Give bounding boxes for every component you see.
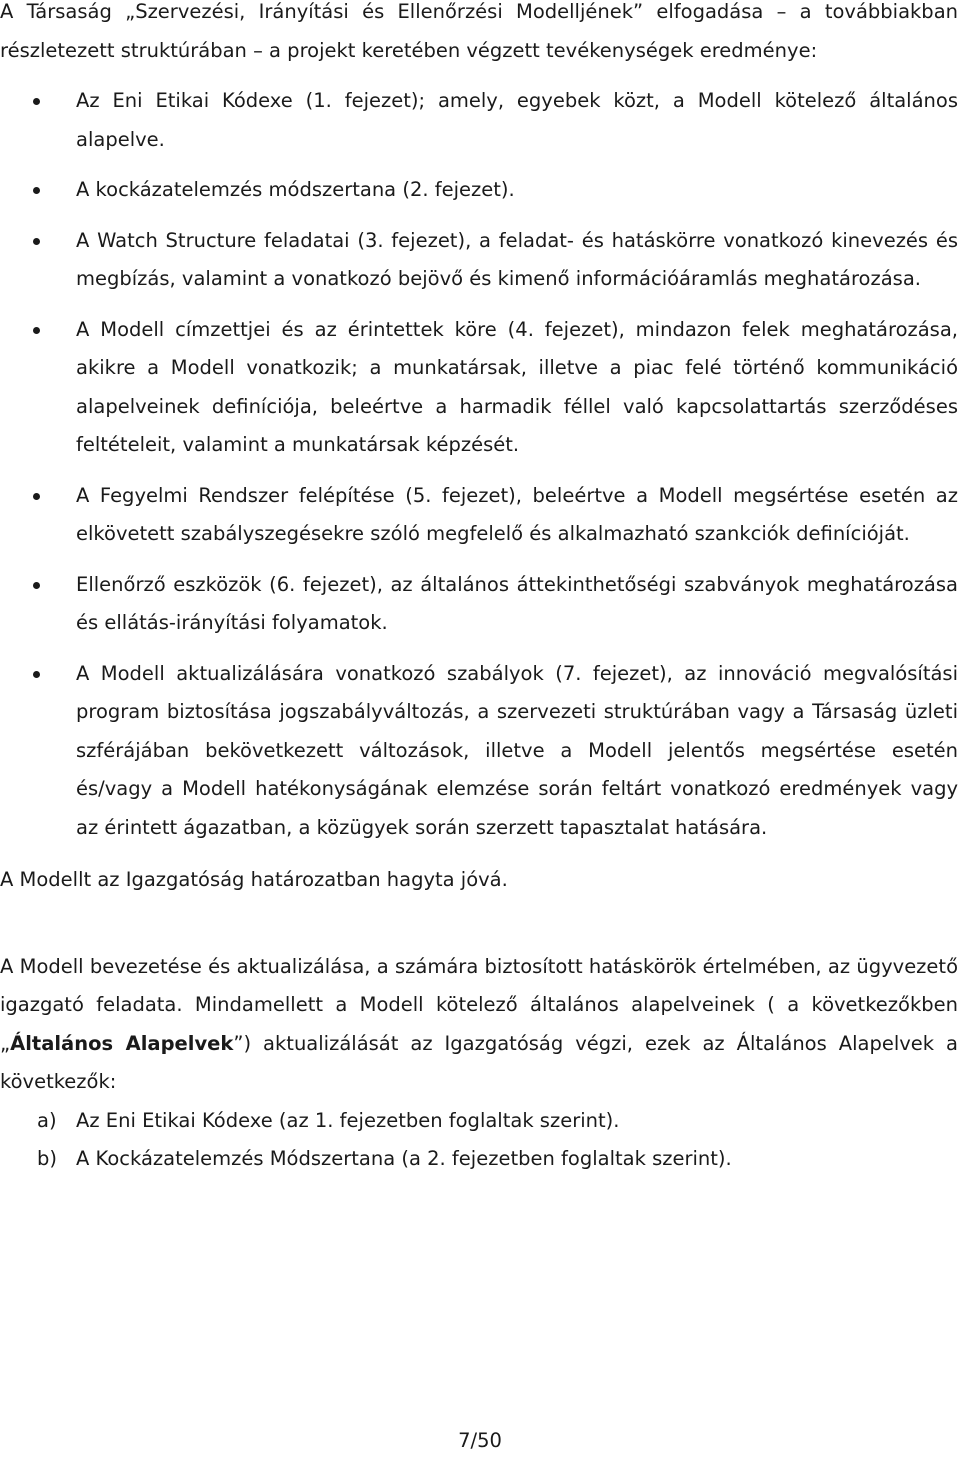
- bullet-icon: [33, 327, 40, 334]
- list-item-text: Ellenőrző eszközök (6. fejezet), az általános áttekinthetőségi szabványok meghatározása és ellátás-irányítási folyamatok.: [76, 572, 958, 634]
- bullet-icon: [33, 493, 40, 500]
- list-item: [0, 222, 958, 299]
- list-item-text: A Fegyelmi Rendszer felépítése (5. fejezet), beleértve a Modell megsértése esetén az elkövetett szabályszegésekre szóló megfelelő és alkalmazható szankciók definícióját.: [76, 483, 958, 545]
- bullet-icon: [33, 582, 40, 589]
- intro-paragraph: A Társaság „Szervezési, Irányítási és Ellenőrzési Modelljének” elfogadása – a továbbiakban részletezett struktúrában – a projekt keretében végzett tevékenységek eredménye:: [0, 0, 958, 62]
- chapter-bullet-list: [0, 82, 958, 847]
- bullet-icon: [33, 238, 40, 245]
- list-item: [0, 82, 958, 159]
- bullet-icon: [33, 671, 40, 678]
- list-item-text: Az Eni Etikai Kódexe (az 1. fejezetben foglaltak szerint).: [76, 1108, 620, 1132]
- list-item: [0, 171, 958, 210]
- general-principles-term: Általános Alapelvek: [10, 1031, 234, 1055]
- bullet-icon: [33, 187, 40, 194]
- list-item: [0, 655, 958, 848]
- list-item-text: A Modell címzettjei és az érintettek köre (4. fejezet), mindazon felek meghatározása, akikre a Modell vonatkozik; a munkatársak, illetve a piac felé történő kommunikáció alapelveinek definíciója, beleértve a harmadik féllel való kapcsolattartás szerződéses feltételeit, valamint a munkatársak képzését.: [76, 317, 958, 456]
- ceo-paragraph: [0, 948, 958, 1102]
- list-marker: b): [37, 1147, 57, 1170]
- list-item: [0, 477, 958, 554]
- ceo-paragraph-text-end: ”) aktualizálását az Igazgatóság végzi, ezek az Általános Alapelvek a következők:: [0, 1031, 958, 1093]
- ceo-paragraph-text-start: A Modell bevezetése és aktualizálása, a számára biztosított hatáskörök értelmében, az ügyvezető igazgató feladata. Mindamellett a Modell kötelező általános alapelveinek ( a következőkben „: [0, 954, 958, 1055]
- list-item: [0, 311, 958, 465]
- list-item: [0, 566, 958, 643]
- list-item-text: A Watch Structure feladatai (3. fejezet), a feladat- és hatáskörre vonatkozó kinevezés és megbízás, valamint a vonatkozó bejövő és kimenő információáramlás meghatározása.: [76, 228, 958, 290]
- bullet-icon: [33, 98, 40, 105]
- principles-list: [0, 1102, 958, 1179]
- list-item-text: A kockázatelemzés módszertana (2. fejezet).: [76, 178, 515, 201]
- list-item-text: A Modell aktualizálására vonatkozó szabályok (7. fejezet), az innováció megvalósítási program biztosítása jogszabályváltozás, a szervezeti struktúrában vagy a Társaság üzleti szférájában bekövetkezett változások, illetve a Modell jelentős megsértése esetén és/vagy a Modell hatékonyságának elemzése során feltárt vonatkozó eredmények vagy az érintett ágazatban, a közügyek során szerzett tapasztalat hatására.: [76, 661, 958, 839]
- list-item-text: A Kockázatelemzés Módszertana (a 2. fejezetben foglaltak szerint).: [76, 1147, 732, 1170]
- list-marker: a): [37, 1108, 57, 1132]
- approval-paragraph: A Modellt az Igazgatóság határozatban hagyta jóvá.: [0, 868, 508, 891]
- list-item-text: Az Eni Etikai Kódexe (1. fejezet); amely, egyebek közt, a Modell kötelező általános alapelve.: [76, 89, 958, 151]
- list-item: [0, 1102, 958, 1141]
- page-number: 7/50: [458, 1429, 502, 1452]
- list-item: [0, 1140, 958, 1179]
